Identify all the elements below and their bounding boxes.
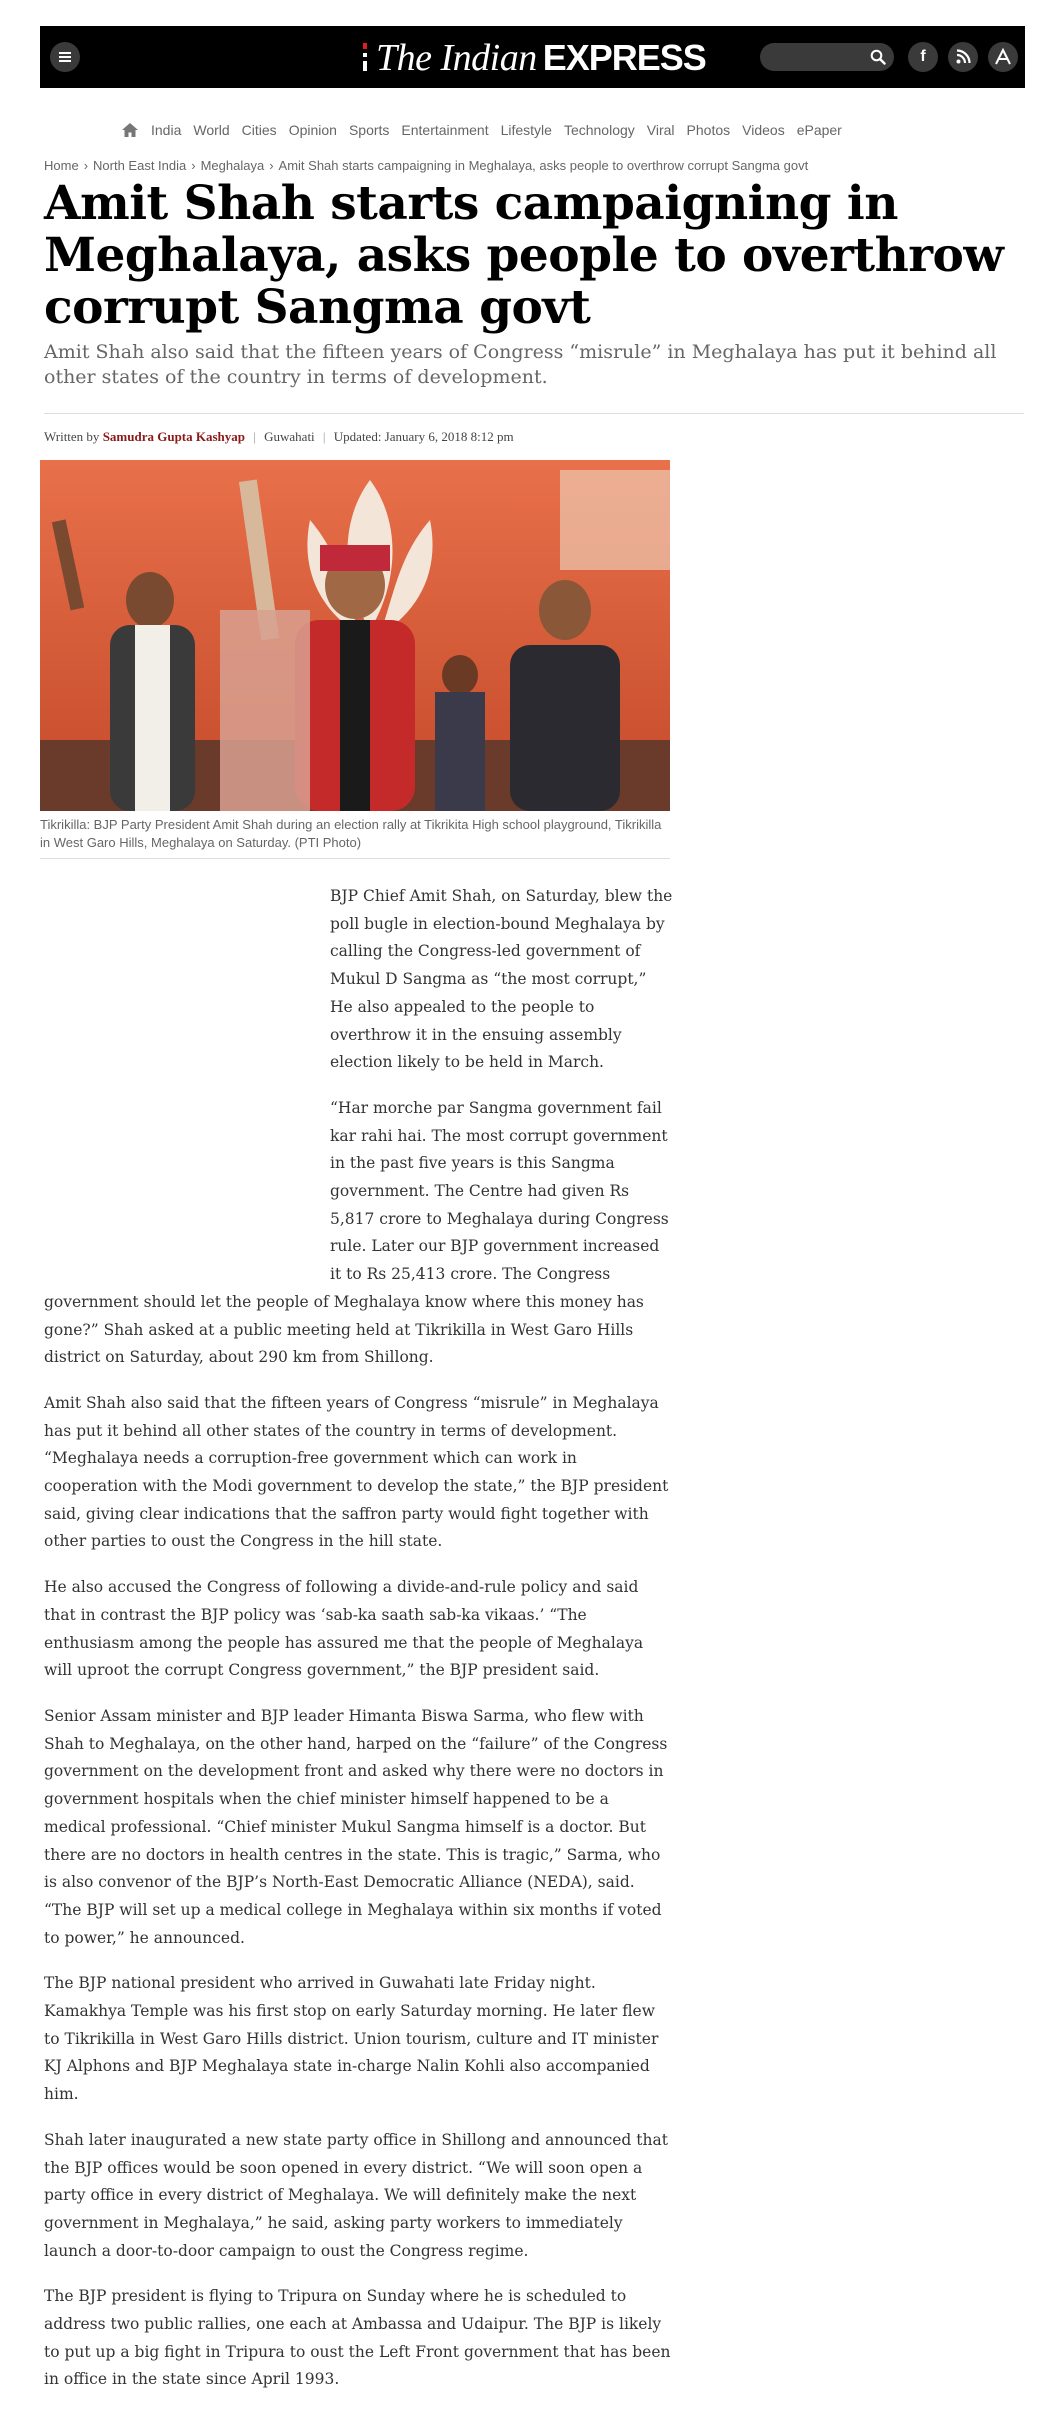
- paragraph: Shah later inaugurated a new state party office in Shillong and announced that the BJP offices would be soon opened in every district. “We will soon open a party office in every district of Meghalaya. We will definitely make the next government in Meghalaya,” he said, asking party workers to immediately launch a door-to-door campaign to oust the Congress regime.: [44, 2130, 668, 2260]
- main-nav: [121, 122, 854, 138]
- rss-icon[interactable]: [948, 42, 978, 72]
- logo-mark-icon: [360, 41, 370, 75]
- ad-placeholder: [44, 883, 330, 1275]
- paragraph: The BJP president is flying to Tripura on Sunday where he is scheduled to address two public rallies, one each at Ambassa and Udaipur. The BJP is likely to put up a big fight in Tripura to oust the Left Front government that has been in office in the state since April 1993.: [44, 2287, 671, 2389]
- breadcrumb-home[interactable]: Home: [44, 158, 79, 173]
- breadcrumb: Home › North East India › Meghalaya › Amit Shah starts campaigning in Meghalaya, asks people to overthrow corrupt Sangma govt: [44, 158, 809, 173]
- facebook-icon[interactable]: f: [908, 42, 938, 72]
- divider: [44, 413, 1024, 414]
- paragraph: Amit Shah also said that the fifteen years of Congress “misrule” in Meghalaya has put it behind all other states of the country in terms of development. “Meghalaya needs a corruption-free government which can work in cooperation with the Modi government to develop the state,” the BJP president said, giving clear indications that the saffron party would fight together with other parties to oust the Congress in the hill state.: [44, 1393, 669, 1551]
- top-bar: [40, 26, 1025, 88]
- app-icon[interactable]: [988, 42, 1018, 72]
- search-icon[interactable]: [870, 49, 886, 65]
- site-logo[interactable]: [360, 36, 706, 80]
- nav-item-videos[interactable]: Videos: [742, 122, 785, 138]
- breadcrumb-north-east-india[interactable]: North East India: [93, 158, 187, 173]
- photo-caption: Tikrikilla: BJP Party President Amit Shah during an election rally at Tikrikita High school playground, Tikrikilla in West Garo Hills, Meghalaya on Saturday. (PTI Photo): [40, 817, 662, 850]
- caption-divider: [40, 858, 670, 859]
- logo-text-the: The Indian: [376, 37, 537, 79]
- nav-item-cities[interactable]: Cities: [241, 122, 277, 138]
- nav-item-world[interactable]: World: [193, 122, 230, 138]
- nav-item-india[interactable]: India: [151, 122, 182, 138]
- nav-item-opinion[interactable]: Opinion: [288, 122, 337, 138]
- nav-item-sports[interactable]: Sports: [348, 122, 390, 138]
- nav-item-entertainment[interactable]: Entertainment: [401, 122, 489, 138]
- article-photo: [40, 460, 670, 811]
- byline: Written by Samudra Gupta Kashyap | Guwahati | Updated: January 6, 2018 8:12 pm: [44, 429, 514, 444]
- paragraph: “Har morche par Sangma government fail kar rahi hai. The most corrupt government in the past five years is this Sangma government. The Centre had given Rs 5,817 crore to Meghalaya during Congress rule. Later our BJP government increased it to Rs 25,413 crore. The Congress government should let the people of Meghalaya know where this money has gone?” Shah asked at a public meeting held at Tikrikilla in West Garo Hills district on Saturday, about 290 km from Shillong.: [44, 1098, 669, 1367]
- article-synopsis: Amit Shah also said that the fifteen years of Congress “misrule” in Meghalaya has put it behind all other states of the country in terms of development.: [44, 341, 997, 388]
- hamburger-menu-icon[interactable]: [50, 42, 80, 72]
- updated-timestamp: Updated: January 6, 2018 8:12 pm: [333, 429, 514, 444]
- paragraph: Senior Assam minister and BJP leader Himanta Biswa Sarma, who flew with Shah to Meghalaya, on the other hand, harped on the “failure” of the Congress government on the development front and asked why there were no doctors in government hospitals when the chief minister himself happened to be a medical professional. “Chief minister Mukul Sangma himself is a doctor. But there are no doctors in health centres in the state. This is tragic,” Sarma, who is also convenor of the BJP’s North-East Democratic Alliance (NEDA), said. “The BJP will set up a medical college in Meghalaya within six months if voted to power,” he announced.: [44, 1706, 668, 1947]
- paragraph: He also accused the Congress of following a divide-and-rule policy and said that in contrast the BJP policy was ‘sab-ka saath sab-ka vikaas.’ “The enthusiasm among the people has assured me that the people of Meghalaya will uproot the corrupt Congress government,” the BJP president said.: [44, 1578, 644, 1680]
- nav-item-technology[interactable]: Technology: [563, 122, 635, 138]
- dateline-location: Guwahati: [264, 429, 315, 444]
- breadcrumb-current: Amit Shah starts campaigning in Meghalaya, asks people to overthrow corrupt Sangma govt: [278, 158, 809, 173]
- author-link[interactable]: Samudra Gupta Kashyap: [102, 429, 246, 444]
- paragraph: BJP Chief Amit Shah, on Saturday, blew the poll bugle in election-bound Meghalaya by calling the Congress-led government of Mukul D Sangma as “the most corrupt,” He also appealed to the people to overthrow it in the ensuing assembly election likely to be held in March.: [330, 887, 673, 1072]
- article-body: [44, 883, 674, 2412]
- byline-prefix: Written by: [44, 429, 100, 444]
- article-headline: Amit Shah starts campaigning in Meghalaya, asks people to overthrow corrupt Sangma govt: [44, 176, 1004, 335]
- logo-text-express: EXPRESS: [542, 37, 706, 78]
- nav-item-epaper[interactable]: ePaper: [796, 122, 842, 138]
- nav-item-viral[interactable]: Viral: [646, 122, 675, 138]
- search-input[interactable]: [760, 43, 894, 71]
- home-icon[interactable]: [121, 122, 139, 138]
- nav-item-photos[interactable]: Photos: [686, 122, 731, 138]
- breadcrumb-meghalaya[interactable]: Meghalaya: [200, 158, 265, 173]
- paragraph: The BJP national president who arrived in Guwahati late Friday night. Kamakhya Temple was his first stop on early Saturday morning. He later flew to Tikrikilla in West Garo Hills district. Union tourism, culture and IT minister KJ Alphons and BJP Meghalaya state in-charge Nalin Kohli also accompanied him.: [44, 1974, 659, 2104]
- nav-item-lifestyle[interactable]: Lifestyle: [500, 122, 552, 138]
